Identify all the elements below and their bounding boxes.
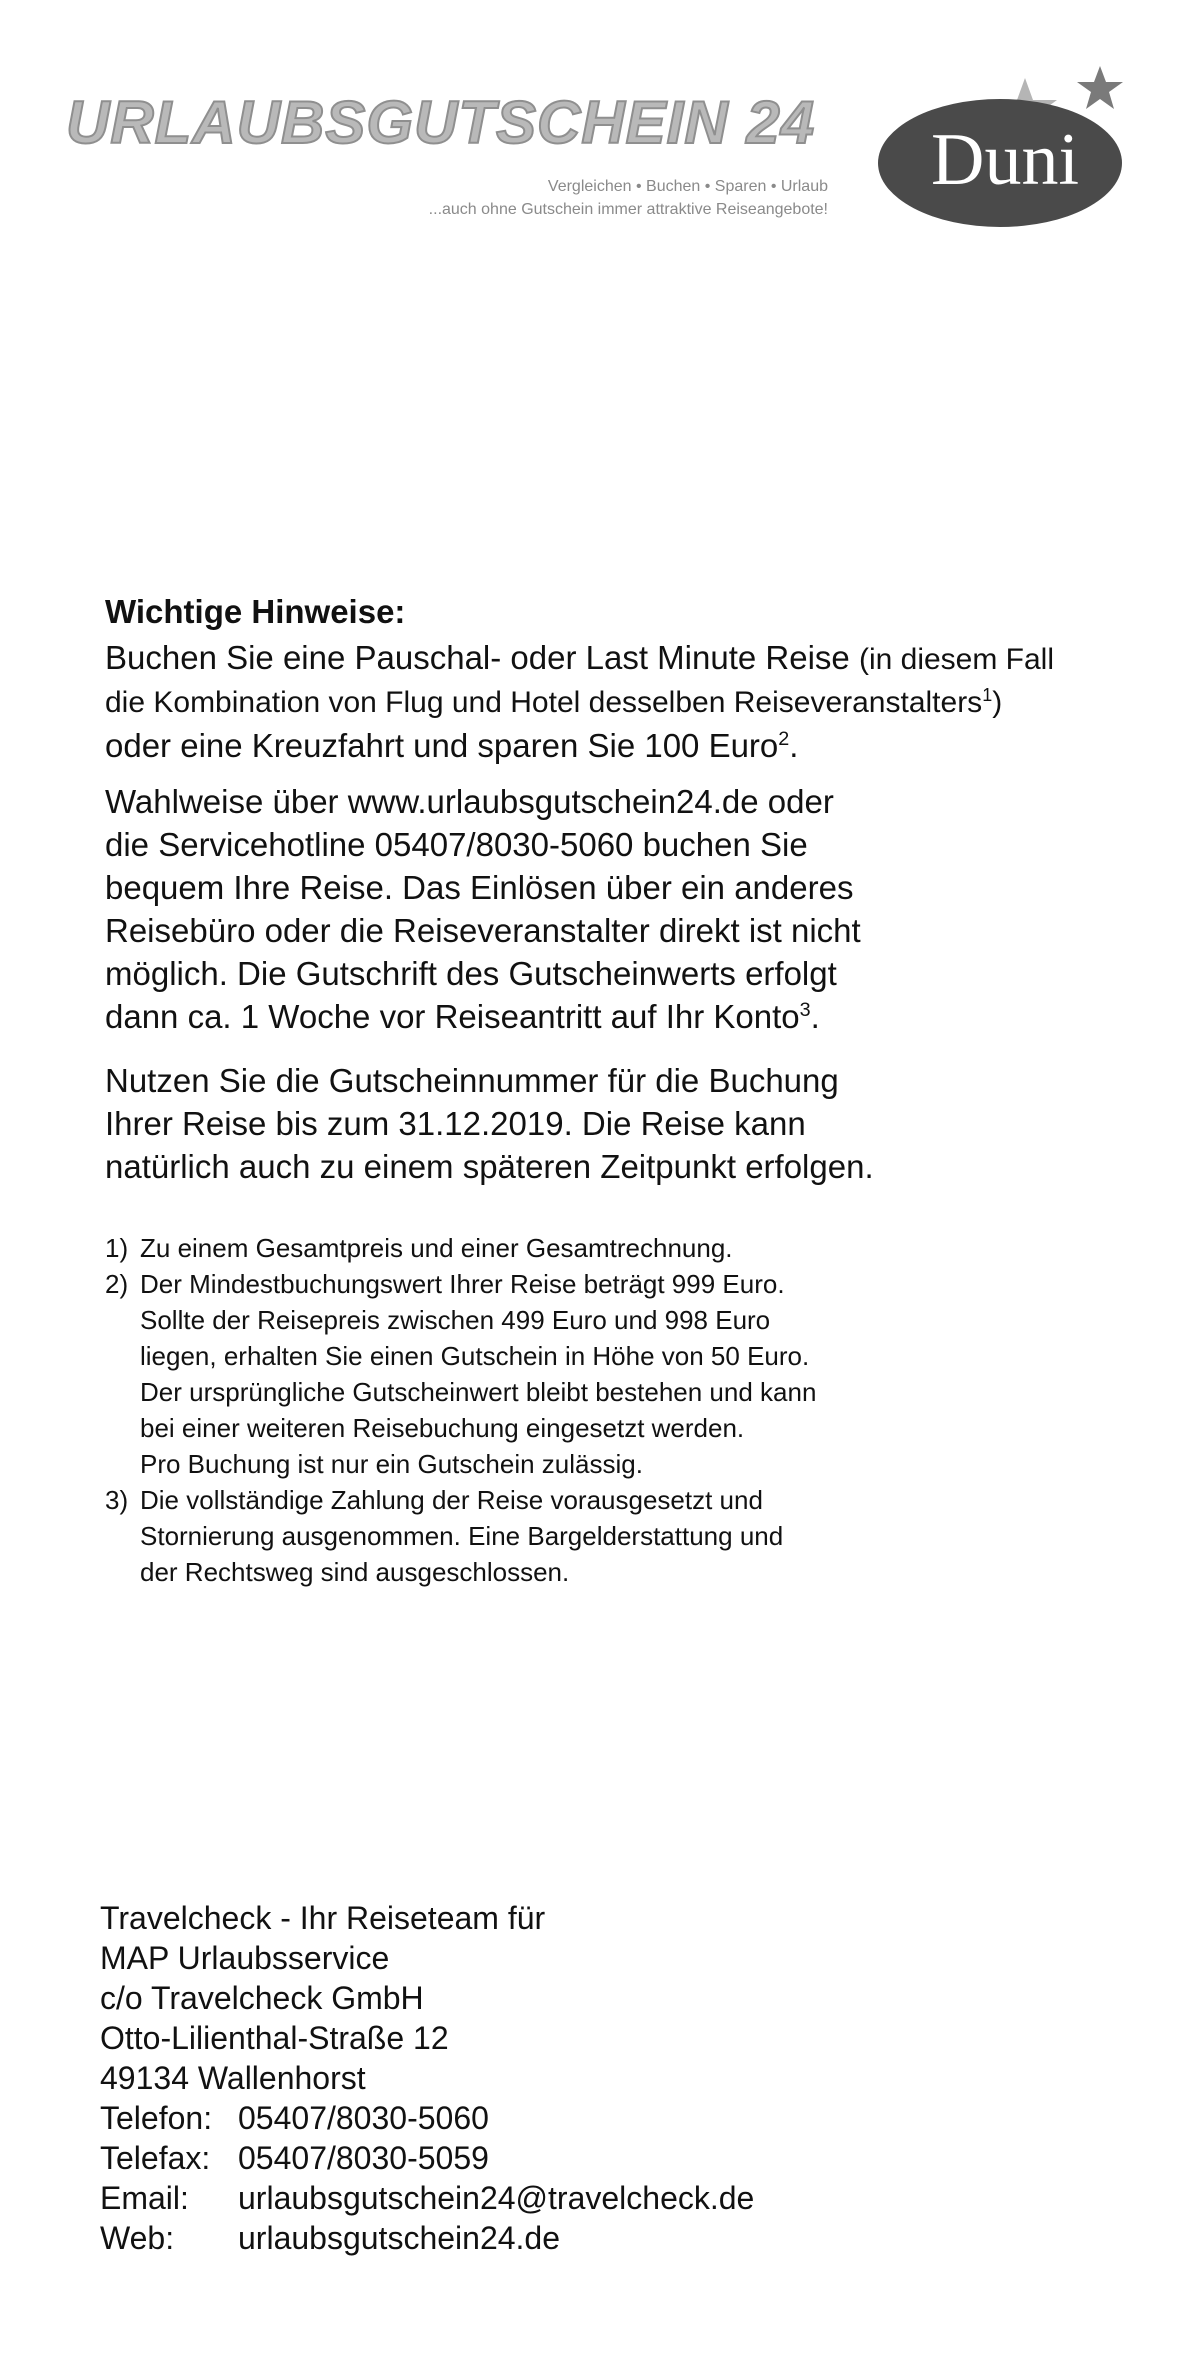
web-value: urlaubsgutschein24.de — [238, 2220, 561, 2256]
address-line: 49134 Wallenhorst — [100, 2060, 366, 2096]
paragraph-line: möglich. Die Gutschrift des Gutscheinwerts erfolgt — [105, 955, 837, 992]
fax-value: 05407/8030-5059 — [238, 2140, 489, 2176]
tagline-slogan: Vergleichen • Buchen • Sparen • Urlaub — [547, 178, 828, 195]
duni-logo — [875, 58, 1135, 228]
contact-block — [100, 1898, 754, 2258]
footnote-3 — [105, 1482, 1005, 1590]
footnote-text: Zu einem Gesamtpreis und einer Gesamtrechnung. — [140, 1233, 733, 1263]
paragraph-line: Reisebüro oder die Reiseveranstalter direkt ist nicht — [105, 912, 861, 949]
notes-heading: Wichtige Hinweise: — [105, 593, 406, 630]
booking-paragraph — [105, 780, 1165, 1038]
brand-logo-text: URLAUBSGUTSCHEIN 24 — [66, 89, 816, 156]
address-line: Otto-Lilienthal-Straße 12 — [100, 2020, 449, 2056]
web-row — [100, 2218, 754, 2258]
fax-row — [100, 2138, 754, 2178]
footnote-text: Der Mindestbuchungswert Ihrer Reise beträgt 999 Euro. Sollte der Reisepreis zwischen 499 Euro und 998 Euro liegen, erhalten Sie einen Gutschein in Höhe von 50 Euro. Der ursprüngliche Gutscheinwert bleibt bestehen und kann bei einer weiteren Reisebuchung eingesetzt werden. Pro Buchung ist nur ein Gutschein zulässig. — [140, 1269, 817, 1479]
address-line: MAP Urlaubsservice — [100, 1940, 390, 1976]
fax-label: Telefax: — [100, 2140, 211, 2176]
email-row — [100, 2178, 754, 2218]
intro-line-3: oder eine Kreuzfahrt und sparen Sie 100 Euro$^2$. — [105, 727, 799, 764]
footnote-2 — [105, 1266, 1005, 1482]
paragraph-line: bequem Ihre Reise. Das Einlösen über ein anderes — [105, 869, 854, 906]
footnote-text: Die vollständige Zahlung der Reise vorausgesetzt und Stornierung ausgenommen. Eine Bargelderstattung und der Rechtsweg sind ausgeschlossen. — [140, 1485, 784, 1587]
footnote-number: 3) — [105, 1485, 129, 1515]
validity-paragraph — [105, 1059, 1165, 1188]
phone-row — [100, 2098, 754, 2138]
paragraph-line: dann ca. 1 Woche vor Reiseantritt auf Ihr Konto$^3$. — [105, 998, 820, 1035]
phone-label: Telefon: — [100, 2100, 213, 2136]
paragraph-line: die Servicehotline 05407/8030-5060 buchen Sie — [105, 826, 808, 863]
duni-logo-text: Duni — [931, 119, 1079, 201]
paragraph-line: natürlich auch zu einem späteren Zeitpunkt erfolgen. — [105, 1148, 874, 1185]
paragraph-line: Ihrer Reise bis zum 31.12.2019. Die Reise kann — [105, 1105, 806, 1142]
web-label: Web: — [100, 2220, 175, 2256]
address-line: Travelcheck - Ihr Reiseteam für — [100, 1900, 546, 1936]
address-line: c/o Travelcheck GmbH — [100, 1980, 424, 2016]
notes-intro — [105, 636, 1165, 767]
footnotes — [105, 1230, 1005, 1590]
paragraph-line: Nutzen Sie die Gutscheinnummer für die Buchung — [105, 1062, 839, 1099]
star-small-icon — [1077, 66, 1123, 109]
email-label: Email: — [100, 2180, 189, 2216]
email-value: urlaubsgutschein24@travelcheck.de — [238, 2180, 755, 2216]
paragraph-line: Wahlweise über www.urlaubsgutschein24.de oder — [105, 783, 834, 820]
footnote-number: 2) — [105, 1269, 129, 1299]
footnote-1 — [105, 1230, 1005, 1266]
intro-line-1: Buchen Sie eine Pauschal- oder Last Minute Reise (in diesem Fall — [105, 639, 1055, 676]
tagline-subline: ...auch ohne Gutschein immer attraktive Reiseangebote! — [428, 201, 828, 218]
phone-value: 05407/8030-5060 — [238, 2100, 489, 2136]
footnote-number: 1) — [105, 1233, 129, 1263]
intro-line-2: die Kombination von Flug und Hotel desselben Reiseveranstalters$^1$) — [105, 685, 1003, 719]
